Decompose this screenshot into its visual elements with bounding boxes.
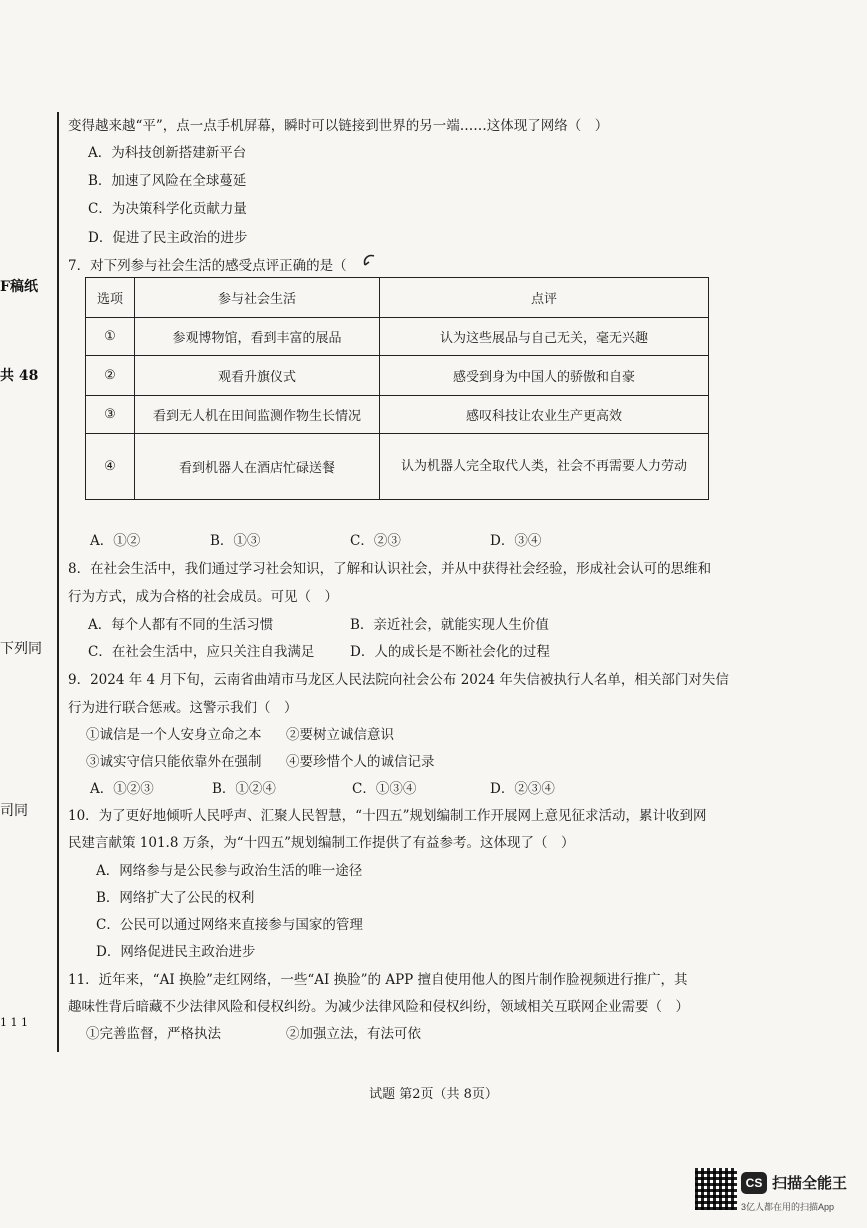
q9-option-d: D．②③④ [490,781,555,797]
q11-item: ②加强立法，有法可依 [286,1026,421,1042]
q10-option-a: A．网络参与是公民参与政治生活的唯一途径 [96,863,363,879]
table-header: 选项 [86,278,135,318]
q8-option-b: B．亲近社会，就能实现人生价值 [350,617,549,633]
table-cell: ④ [86,434,135,500]
handwritten-mark-icon [360,253,378,269]
q7-option-a: A．①② [90,533,141,549]
table-row [86,356,709,396]
q9-item: ④要珍惜个人的诚信记录 [286,754,435,770]
side-label: 共 48 [0,368,39,384]
q6-option-a: A．为科技创新搭建新平台 [88,145,247,161]
table-cell: 看到无人机在田间监测作物生长情况 [135,396,380,434]
q7-stem: 7．对下列参与社会生活的感受点评正确的是（ [68,258,347,274]
table-cell: 认为这些展品与自己无关，毫无兴趣 [380,318,709,356]
table-header: 点评 [380,278,709,318]
q9-option-c: C．①③④ [352,781,417,797]
q10-option-c: C．公民可以通过网络来直接参与国家的管理 [96,917,363,933]
side-label: 司同 [0,803,28,819]
qr-code-icon [695,1168,737,1210]
q10-option-b: B．网络扩大了公民的权利 [96,890,255,906]
q6-option-c: C．为决策科学化贡献力量 [88,201,247,217]
q8-stem: 行为方式，成为合格的社会成员。可见（ ） [68,589,338,605]
table-cell: 看到机器人在酒店忙碌送餐 [135,434,380,500]
scanner-logo-icon: CS [741,1172,767,1194]
q11-item: ①完善监督，严格执法 [86,1026,221,1042]
q7-option-b: B．①③ [210,533,261,549]
side-label: 1 1 1 [0,1016,28,1029]
q9-item: ②要树立诚信意识 [286,727,394,743]
q7-option-c: C．②③ [350,533,401,549]
table-cell: 感受到身为中国人的骄傲和自豪 [380,356,709,396]
table-row [86,396,709,434]
q9-stem: 行为进行联合惩戒。这警示我们（ ） [68,700,298,716]
q10-option-d: D．网络促进民主政治进步 [96,944,256,960]
q6-option-b: B．加速了风险在全球蔓延 [88,173,247,189]
scanner-name: 扫描全能王 [772,1175,848,1192]
table-cell: ② [86,356,135,396]
q9-option-a: A．①②③ [90,781,154,797]
q9-item: ③诚实守信只能依靠外在强制 [86,754,262,770]
q7-option-d: D．③④ [490,533,542,549]
q8-stem: 8．在社会生活中，我们通过学习社会知识，了解和认识社会，并从中获得社会经验，形成社会认可的思维和 [68,561,712,577]
side-label: F稿纸 [0,279,38,295]
table-cell: 感叹科技让农业生产更高效 [380,396,709,434]
table-row [86,318,709,356]
margin-rule [57,112,59,1052]
table-cell: 认为机器人完全取代人类，社会不再需要人力劳动 [380,434,709,500]
page-footer: 试题 第2页（共 8页） [369,1087,498,1102]
table-cell: ① [86,318,135,356]
q10-stem: 10．为了更好地倾听人民呼声、汇聚人民智慧，“十四五”规划编制工作开展网上意见征求活动，累计收到网 [68,808,707,824]
q8-option-a: A．每个人都有不同的生活习惯 [88,617,274,633]
q11-stem: 趣味性背后暗藏不少法律风险和侵权纠纷。为减少法律风险和侵权纠纷，领域相关互联网企业需要（ ） [68,999,689,1015]
table-header-row [86,278,709,318]
table-header: 参与社会生活 [135,278,380,318]
table-cell: 参观博物馆，看到丰富的展品 [135,318,380,356]
table-cell: ③ [86,396,135,434]
table-row [86,434,709,500]
q6-option-d: D．促进了民主政治的进步 [88,230,248,246]
q8-option-c: C．在社会生活中，应只关注自我满足 [88,644,315,660]
table-cell: 观看升旗仪式 [135,356,380,396]
q9-option-b: B．①②④ [212,781,276,797]
scanner-tagline: 3亿人都在用的扫描App [741,1202,835,1212]
q9-stem: 9．2024 年 4 月下旬，云南省曲靖市马龙区人民法院向社会公布 2024 年失信被执行人名单，相关部门对失信 [68,672,729,688]
q9-item: ①诚信是一个人安身立命之本 [86,727,262,743]
q6-stem: 变得越来越“平”，点一点手机屏幕，瞬时可以链接到世界的另一端……这体现了网络（ ） [68,118,609,134]
side-label: 下列同 [0,641,42,657]
q11-stem: 11．近年来，“AI 换脸”走红网络，一些“AI 换脸”的 APP 擅自使用他人的图片制作脸视频进行推广，其 [68,972,688,988]
q8-option-d: D．人的成长是不断社会化的过程 [350,644,550,660]
q7-table [85,277,709,500]
q10-stem: 民建言献策 101.8 万条，为“十四五”规划编制工作提供了有益参考。这体现了（ ） [68,835,575,851]
